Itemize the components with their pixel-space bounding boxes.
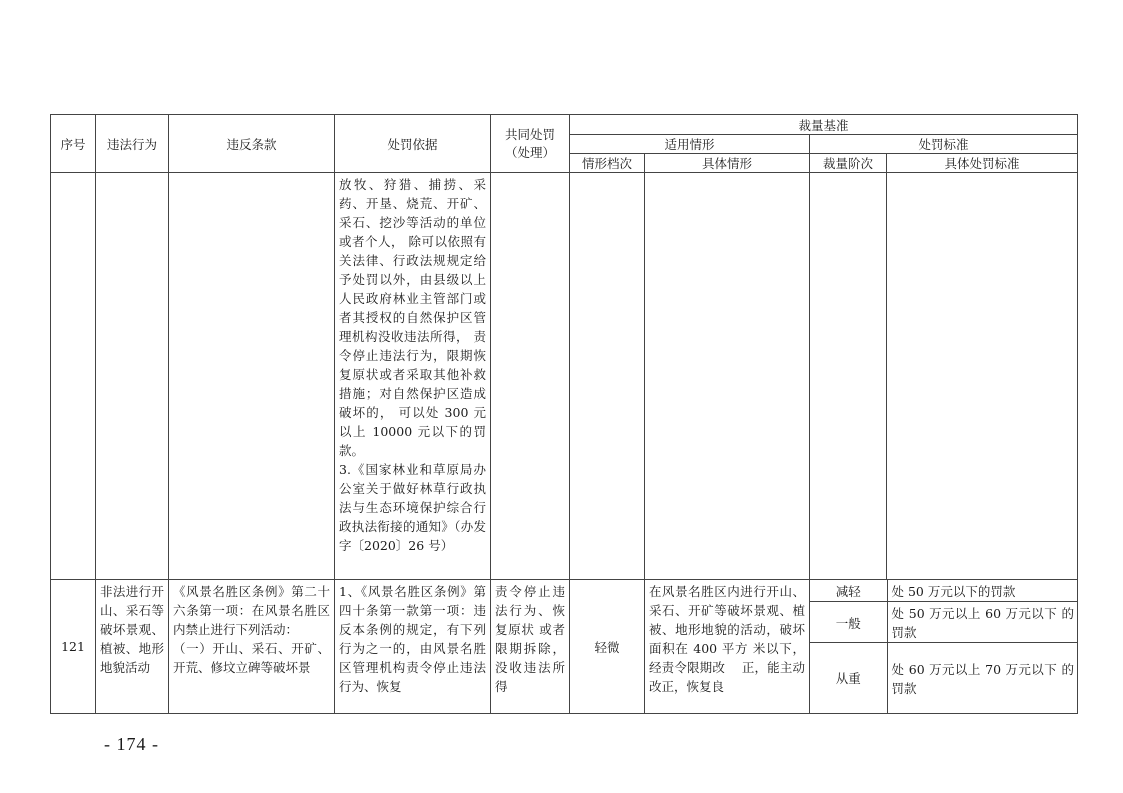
- table-row: [51, 580, 1078, 714]
- basis-text: 1、《风景名胜区条例》第四十条第一款第一项：违反本条例的规定，有下列行为之一的，由风景名胜区管理机构责令停止违法行为、恢复: [339, 584, 486, 694]
- page-number: - 174 -: [104, 734, 159, 754]
- header-basis: 处罚依据: [335, 115, 491, 173]
- header-level: 情形档次: [570, 154, 645, 173]
- stage-penalty: 处 60 万元以上 70 万元以下 的罚款: [891, 661, 1074, 696]
- violation-text: 非法进行开山、采石等破坏景观、植被、地形地貌活动: [100, 584, 164, 675]
- table-row: [51, 173, 1078, 580]
- stage-label: 减轻: [835, 584, 861, 599]
- header-discretion: 裁量基准: [570, 115, 1078, 135]
- penalty-standards-table: [50, 114, 1078, 714]
- header-seq: 序号: [51, 115, 96, 173]
- header-stage: 裁量阶次: [810, 154, 887, 173]
- header-specific-penalty: 具体处罚标准: [887, 154, 1078, 173]
- joint-penalty-text: 责令停止违法行为、恢复原状 或者限期拆除，没收违法所得: [495, 584, 565, 694]
- basis-text: 放牧、狩猎、捕捞、采药、开垦、烧荒、开矿、采石、挖沙等活动的单位或者个人， 除可以依照有关法律、行政法规规定给予处罚以外，由县级以上人民政府林业主管部门或者其授权的自然保护区管理机构没收违法所得， 责令停止违法行为，限期恢复原状或者采取其他补救措施；对自然保护区造成破坏的， 可以处 300 元以上 10000 元以下的罚款。 3.《国家林业和草原局办公室关于做好林草行政执法与生态环境保护综合行政执法衔接的通知》（办发字〔2020〕26 号）: [339, 177, 486, 553]
- stage-subtable: [810, 580, 1078, 713]
- stage-penalty: 处 50 万元以下的罚款: [891, 584, 1016, 599]
- stage-label: 一般: [835, 615, 861, 631]
- header-specific: 具体情形: [645, 154, 810, 173]
- header-joint: 共同处罚 （处理）: [491, 115, 570, 173]
- header-violation: 违法行为: [96, 115, 169, 173]
- article-text: 《风景名胜区条例》第二十六条第一项：在风景名胜区内禁止进行下列活动： （一）开山、采石、开矿、开荒、修坟立碑等破坏景: [173, 584, 330, 675]
- level-text: 轻微: [594, 639, 620, 655]
- stage-label: 从重: [835, 671, 861, 687]
- stage-penalty: 处 50 万元以上 60 万元以下 的罚款: [891, 606, 1074, 640]
- header-applicable: 适用情形: [570, 135, 810, 154]
- header-penalty-standard: 处罚标准: [810, 135, 1078, 154]
- header-article: 违反条款: [169, 115, 335, 173]
- row-seq: 121: [61, 638, 85, 654]
- specific-situation-text: 在风景名胜区内进行开山、采石、开矿等破坏景观、植被、地形地貌的活动，破坏面积在 400 平方 米以下， 经责令限期改 正，能主动改正，恢复良: [649, 584, 805, 694]
